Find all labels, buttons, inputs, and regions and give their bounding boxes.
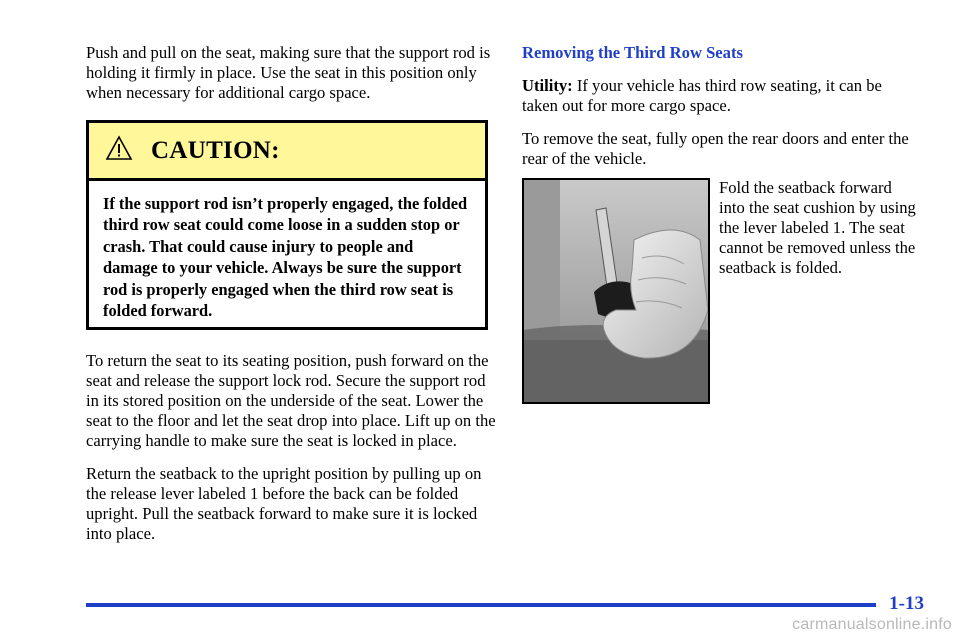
caution-body: If the support rod isn’t properly engaged, the folded third row seat could come loose in a sudden stop or crash. That could cause injury to people and damage to your vehicle. Always be sure the support rod is properly engaged when the third row seat is folded forward.	[103, 194, 468, 321]
right-column	[522, 43, 914, 169]
seat-lever-illustration	[524, 180, 708, 402]
utility-text: If your vehicle has third row seating, it can be taken out for more cargo space.	[522, 76, 882, 115]
caution-header	[89, 123, 485, 181]
photo-caption	[719, 178, 919, 278]
paragraph-utility	[522, 76, 914, 116]
watermark: carmanualsonline.info	[792, 616, 952, 633]
paragraph-support-rod: Push and pull on the seat, making sure that the support rod is holding it firmly in place. Use the seat in this position only when necessary for additional cargo space.	[86, 43, 491, 102]
paragraph-remove-seat: To remove the seat, fully open the rear doors and enter the rear of the vehicle.	[522, 129, 909, 168]
paragraph-return-seatback: Return the seatback to the upright position by pulling up on the release lever labeled 1 before the back can be folded upright. Pull the seatback forward to make sure it is locked into place.	[86, 464, 482, 543]
page-number: 1-13	[889, 593, 924, 614]
warning-triangle-icon	[105, 135, 133, 161]
seat-lever-photo	[522, 178, 710, 404]
left-column	[86, 43, 496, 103]
caution-title: CAUTION:	[151, 137, 280, 164]
paragraph-return-seat: To return the seat to its seating position, push forward on the seat and release the support lock rod. Secure the support rod in its stored position on the underside of the seat. Lower the seat to the floor and let the seat drop into place. Lift up on the carrying handle to make sure the seat is locked in place.	[86, 351, 496, 450]
photo-caption-text: Fold the seatback forward into the seat cushion by using the lever labeled 1. The seat cannot be removed unless the seatback is folded.	[719, 178, 916, 277]
caution-box	[86, 120, 488, 330]
left-column-lower	[86, 351, 498, 544]
section-title: Removing the Third Row Seats	[522, 43, 743, 62]
footer-rule	[86, 603, 876, 607]
utility-label: Utility:	[522, 76, 573, 95]
